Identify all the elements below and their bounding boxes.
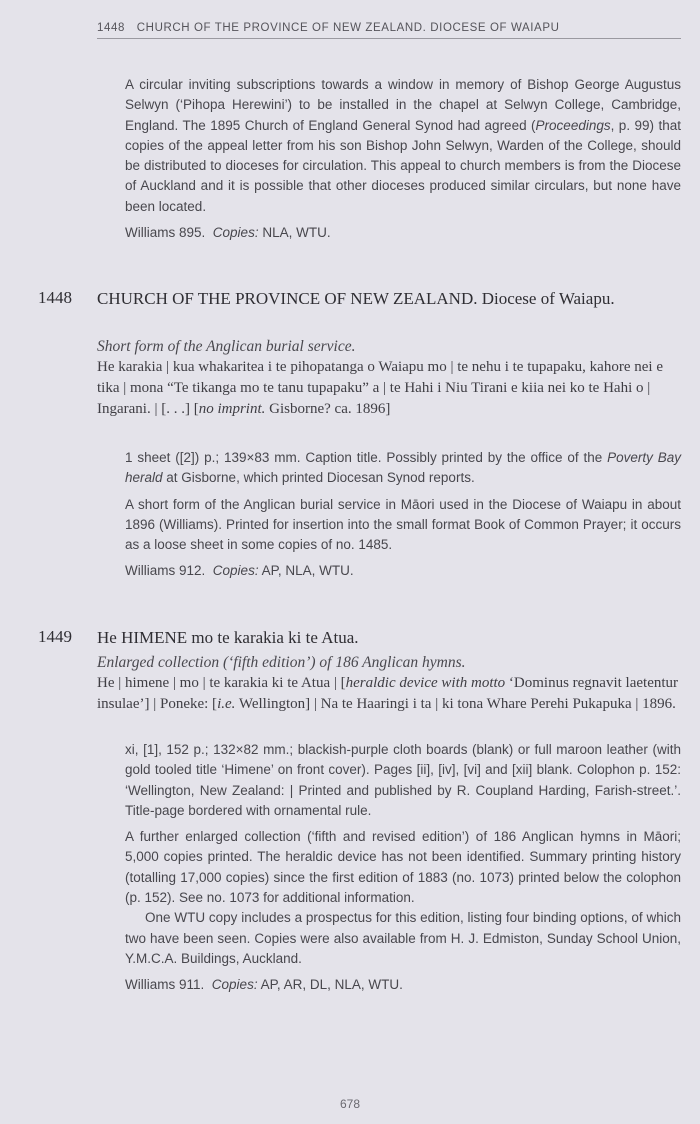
entry-1449-heading: He HIMENE mo te karakia ki te Atua.: [97, 628, 359, 647]
entry-1449-note-1: A further enlarged collection (‘fifth and revised edition’) of 186 Anglican hymns in Māori; 5,000 copies printed. The heraldic device has not been identified. Summary printing history (totalling 17,000 copies) since the first edition of 1883 (no. 1073) printed below the colophon (p. 152). See no. 1073 for additional information.: [125, 829, 681, 906]
running-head-title: CHURCH OF THE PROVINCE OF NEW ZEALAND. DIOCESE OF WAIAPU: [136, 22, 560, 34]
entry-1448-number: 1448: [38, 288, 72, 307]
page-number: 678: [339, 1097, 361, 1111]
intro-block: [125, 75, 681, 243]
entry-1449-subtitle: Enlarged collection (‘fifth edition’) of 186 Anglican hymns.: [97, 654, 466, 671]
intro-note: A circular inviting subscriptions towards a window in memory of Bishop George Augustus Selwyn (‘Pihopa Herewini’) to be installed in the chapel at Selwyn College, Cambridge, England. The 1895 Church of England General Synod had agreed (Proceedings, p. 99) that copies of the appeal letter from his son Bishop John Selwyn, Warden of the College, should be distributed to dioceses for circulation. This appeal to church members is from the Diocese of Auckland and it is possible that other dioceses produced similar circulars, but none have been located.: [125, 77, 681, 214]
entry-1448-heading: CHURCH OF THE PROVINCE OF NEW ZEALAND. Diocese of Waiapu.: [97, 289, 615, 308]
entry-1449-body: [125, 740, 681, 996]
entry-1449-refs: Williams 911. Copies: AP, AR, DL, NLA, WTU.: [125, 977, 403, 993]
running-head-page: 1448: [97, 22, 125, 34]
entry-1448-subtitle: Short form of the Anglican burial service.: [97, 338, 356, 355]
running-head: [97, 22, 681, 39]
entry-1448-transcription: He karakia | kua whakaritea i te pihopatanga o Waiapu mo | te nehu i te tupapaku, kahore nei e tika | mona “Te tikanga mo te tanu tupapaku” a | te Hahi i Niu Tirani e kiia nei ko te Hahi o | Ingarani. | [. . .] [no imprint. Gisborne? ca. 1896]: [97, 359, 663, 417]
entry-1448-note: A short form of the Anglican burial service in Māori used in the Diocese of Waiapu in about 1896 (Williams). Printed for insertion into the small format Book of Common Prayer; it occurs as a loose sheet in some copies of no. 1485.: [125, 496, 681, 553]
entry-1449-number: 1449: [38, 627, 72, 646]
intro-refs: Williams 895. Copies: NLA, WTU.: [125, 225, 331, 241]
entry-1448-refs: Williams 912. Copies: AP, NLA, WTU.: [125, 563, 354, 579]
entry-1448-collation: 1 sheet ([2]) p.; 139×83 mm. Caption title. Possibly printed by the office of the Poverty Bay herald at Gisborne, which printed Diocesan Synod reports.: [125, 450, 682, 486]
entry-1449-transcription: He | himene | mo | te karakia ki te Atua | [heraldic device with motto ‘Dominus regnavit laetentur insulae’] | Poneke: [i.e. Wellington] | Na te Haaringi i ta | ki tona Whare Perehi Pukapuka | 1896.: [97, 675, 679, 712]
entry-1448-body: [125, 448, 681, 582]
entry-1449-collation: xi, [1], 152 p.; 132×82 mm.; blackish-purple cloth boards (blank) or full maroon leather (with gold tooled title ‘Himene’ on front cover). Pages [ii], [iv], [vi] and [xii] blank. Colophon p. 152: ‘Wellington, New Zealand: | Printed and published by R. Coupland Harding, Farish-street.’. Title-page bordered with ornamental rule.: [125, 742, 681, 818]
entry-1449-note-2: One WTU copy includes a prospectus for this edition, listing four binding options, of which two have been seen. Copies were also available from H. J. Edmiston, Sunday School Union, Y.M.C.A. Buildings, Auckland.: [125, 910, 681, 966]
